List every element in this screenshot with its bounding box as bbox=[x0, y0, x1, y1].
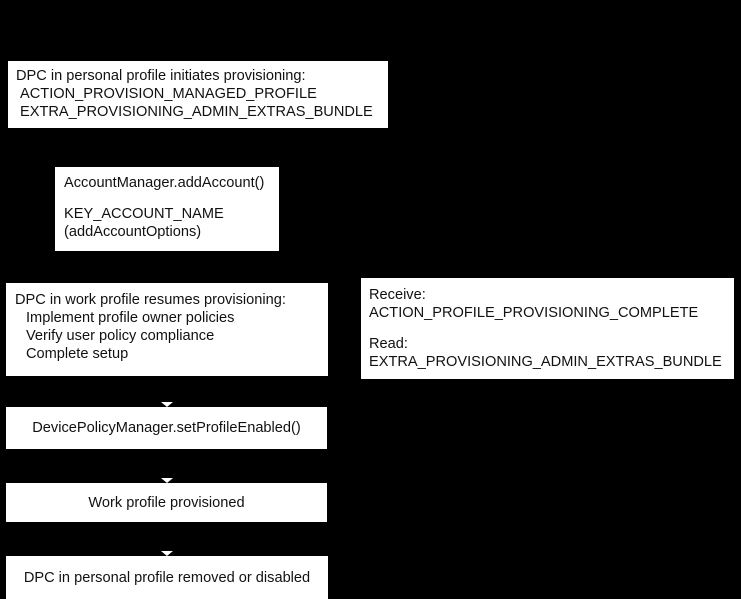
node-work-profile-provisioned bbox=[6, 483, 327, 522]
node-text-line: EXTRA_PROVISIONING_ADMIN_EXTRAS_BUNDLE bbox=[20, 104, 373, 120]
node-text-line: DPC in work profile resumes provisioning: bbox=[15, 292, 286, 308]
node-text-line: Verify user policy compliance bbox=[26, 328, 215, 344]
node-text-line: ACTION_PROVISION_MANAGED_PROFILE bbox=[20, 86, 317, 102]
node-text-line: KEY_ACCOUNT_NAME bbox=[64, 206, 224, 222]
node-initiate-provisioning bbox=[8, 61, 388, 128]
node-receive-complete bbox=[361, 278, 734, 379]
node-text-line: DPC in personal profile removed or disabled bbox=[23, 569, 311, 586]
node-text-line: Implement profile owner policies bbox=[26, 310, 235, 326]
node-text-line: AccountManager.addAccount() bbox=[64, 175, 265, 191]
node-text-line: ACTION_PROFILE_PROVISIONING_COMPLETE bbox=[369, 305, 699, 321]
node-text-line: Complete setup bbox=[26, 346, 129, 362]
node-text-line: DevicePolicyManager.setProfileEnabled() bbox=[32, 420, 301, 436]
node-add-account bbox=[55, 167, 279, 251]
node-text-line: Receive: bbox=[369, 287, 426, 303]
node-text-line: DPC in personal profile initiates provisioning: bbox=[16, 68, 306, 84]
node-text-line: Work profile provisioned bbox=[88, 494, 245, 511]
node-text-line: Read: bbox=[369, 336, 408, 352]
node-resume-provisioning bbox=[6, 283, 328, 376]
node-text-line: (addAccountOptions) bbox=[64, 224, 202, 240]
node-text-line: EXTRA_PROVISIONING_ADMIN_EXTRAS_BUNDLE bbox=[369, 354, 722, 370]
node-set-profile-enabled bbox=[6, 407, 327, 449]
node-dpc-removed bbox=[6, 556, 328, 599]
